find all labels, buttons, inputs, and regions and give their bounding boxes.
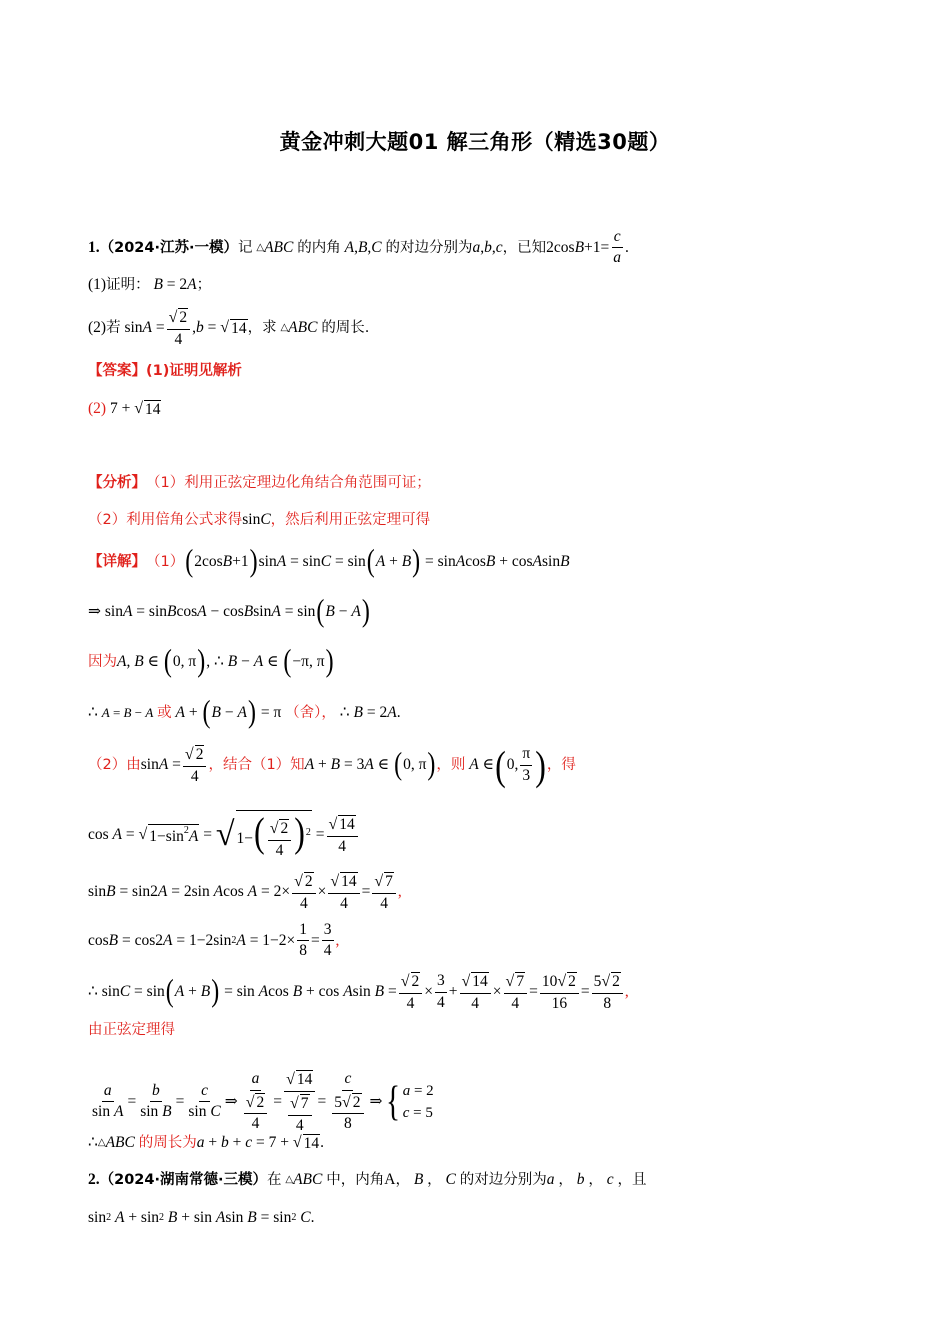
problem1-source: （2024·江苏·一模） — [99, 239, 238, 256]
analysis-line-1: 【分析】 （1）利用正弦定理边化角结合角范围可证； — [88, 475, 431, 491]
detail-line-1: 【详解】 （1） ( 2cos B +1 ) sin A = sin C = sin ( A + B ) = sin A cos B + cos A sin B — [88, 545, 570, 579]
page-title: 黄金冲刺大题01 解三角形（精选30题） — [279, 130, 671, 154]
detail-line-8: cos B = cos2 A = 1−2sin 2 A = 1−2× $\frac{1}{8}$ = $\frac{3}{4}$ , — [88, 921, 340, 960]
problem2-condition: sin 2 A + sin 2 B + sin A sin B = sin 2 C . — [88, 1209, 315, 1226]
detail-line-7: sin B = sin2 A = 2sin A cos A = 2× $\frac{√ 2}{4}$ × $\frac{√ 14}{4}$ = $\frac{√ 7}{4}$ , — [88, 873, 402, 912]
problem1-part2: (2) 若 sin A = $\frac{√ 2}{4}$ , b = √ 14 ，求 △ ABC 的周长. — [88, 309, 370, 348]
detail-line-12: ∴ △ ABC 的周长为 a + b + c = 7 + √ 14 . — [88, 1134, 325, 1152]
detail-line-3: 因为 A , B ∈ ( 0, π ) , ∴ B − A ∈ ( −π, π ) — [88, 645, 334, 679]
analysis-line-2: （2）利用倍角公式求得 sin C ，然后利用正弦定理可得 — [88, 511, 431, 528]
detail-line-4: ∴ A = B − A 或 A + ( B − A ) = π （舍）， ∴ B = 2 A . — [88, 696, 401, 730]
detail-line-5: （2）由 sin A = $\frac{√ 2}{4}$ ，结合（1）知 A + B = 3 A ∈ ( 0, π ) ，则 A ∈ ( 0, $\frac{\pi}{3}$ ) ，得 — [88, 741, 576, 789]
detail-line-9: ∴ sin C = sin ( A + B ) = sin A cos B + cos A sin B = $\frac{√ 2}{4}$ × $\frac{3}{4}$ + $\frac{√ 14}{4}$ × $\frac{√ 7}{4}$ = $\frac{10√ 2}{16}$ = $\frac{5√ 2}{8}$ , — [88, 972, 629, 1012]
detail-line-11: $\frac{a}{\text{sin A}}$ = $\frac{b}{\text{sin B}}$ = $\frac{c}{\text{sin C}}$ ⇒ $\frac{a}{\frac{√ 2}{4}}$ = $\frac{√ 14}{\frac{√ 7}{4}}$ = $\frac{c}{\frac{5√ 2}{8}}$ ⇒ { a = 2 c = 5 — [92, 1070, 434, 1134]
answer-line-2: (2) 7 + √ 14 — [88, 400, 161, 418]
detail-line-10: 由正弦定理得 — [88, 1022, 175, 1038]
answer-line-1: 【答案】 (1)证明见解析 — [88, 363, 242, 379]
problem1-part1: (1) 证明： B = 2 A ； — [88, 276, 212, 293]
problem1-stem: 1. （2024·江苏·一模） 记 △ ABC 的内角 A , B , C 的对边分别为 a , b , c ，已知 2cos B +1= $\frac{c}{a}$ . — [88, 228, 629, 267]
problem1-number: 1. — [88, 238, 100, 256]
problem2-source: （2024·湖南常德·三模） — [99, 1172, 267, 1188]
detail-line-2: ⇒ sin A = sin B cos A − cos B sin A = sin ( B − A ) — [88, 595, 370, 629]
problem2-stem: 2. （2024·湖南常德·三模） 在 △ ABC 中，内角 A ， B ， C 的对边分别为 a ， b ， c ，且 — [88, 1171, 647, 1188]
problem2-number: 2. — [88, 1171, 100, 1188]
detail-line-6: cos A = √ $1-\sin^2A$ = √ 1−( $\frac{√ 2}{4}$ )$^2$ = $\frac{√ 14}{4}$ — [88, 810, 360, 859]
